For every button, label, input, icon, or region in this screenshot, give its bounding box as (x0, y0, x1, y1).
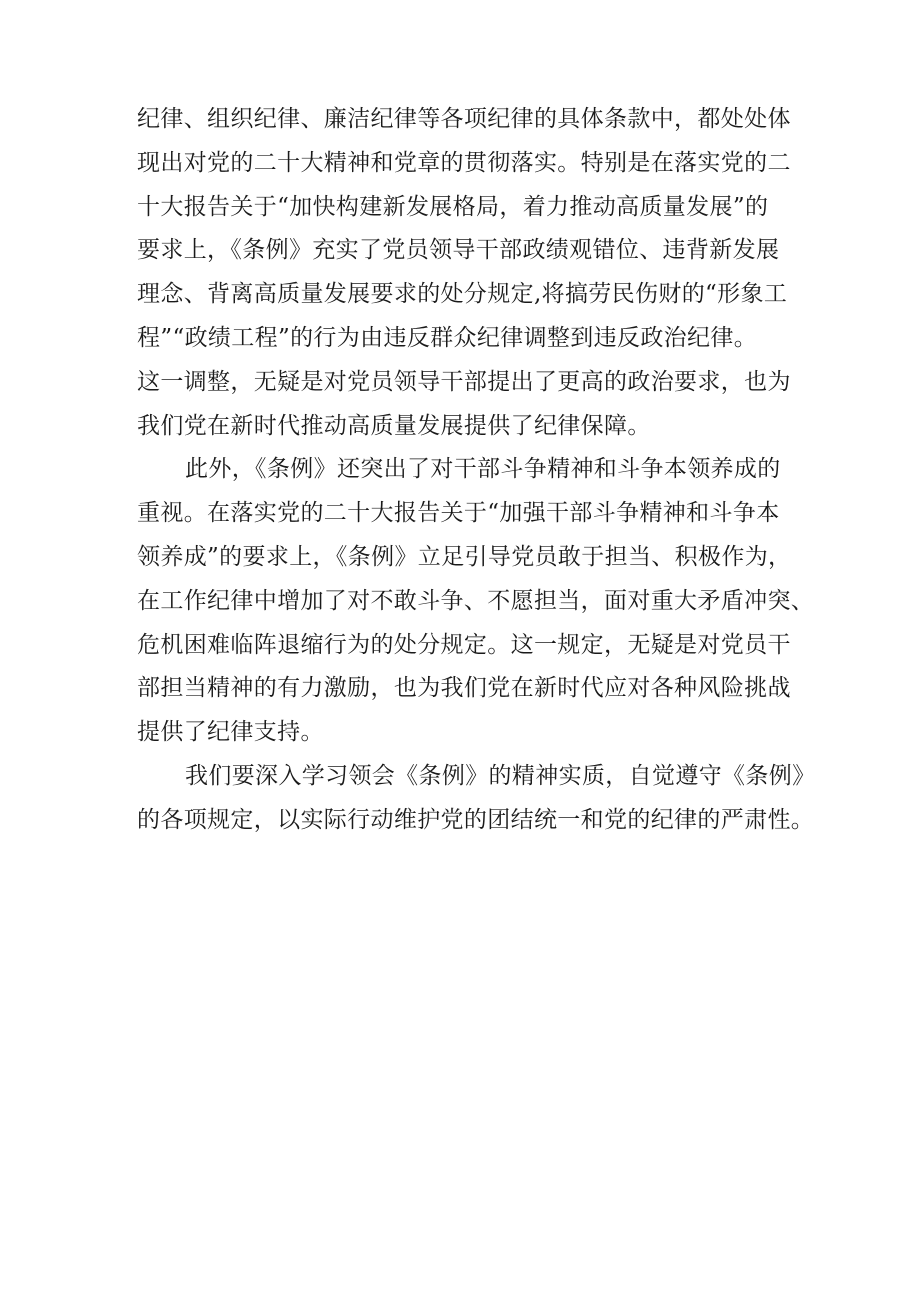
text-line: 要求上，《条例》充实了党员领导干部政绩观错位、违背新发展 (137, 237, 780, 264)
text-line: 在工作纪律中增加了对不敢斗争、不愿担当，面对重大矛盾冲突、 (137, 587, 815, 614)
text-line: 十大报告关于“加快构建新发展格局，着力推动高质量发展”的 (137, 193, 769, 220)
text-line: 部担当精神的有力激励，也为我们党在新时代应对各种风险挑战 (137, 675, 791, 702)
text-line: 程”“政绩工程”的行为由违反群众纪律调整到违反政治纪律。 (137, 324, 758, 351)
text-line: 我们党在新时代推动高质量发展提供了纪律保障。 (137, 412, 651, 439)
paragraph-first-line: 此外，《条例》还突出了对干部斗争精神和斗争本领养成的 (185, 456, 781, 483)
text-line: 的各项规定，以实际行动维护党的团结统一和党的纪律的严肃性。 (137, 806, 815, 833)
text-line: 纪律、组织纪律、廉洁纪律等各项纪律的具体条款中，都处处体 (137, 106, 791, 132)
text-line: 这一调整，无疑是对党员领导干部提出了更高的政治要求，也为 (137, 368, 791, 395)
body-text (137, 98, 816, 843)
text-line: 重视。在落实党的二十大报告关于“加强干部斗争精神和斗争本 (137, 500, 780, 527)
text-line: 危机困难临阵退缩行为的处分规定。这一规定，无疑是对党员干 (137, 631, 791, 658)
text-line: 领养成”的要求上，《条例》立足引导党员敢于担当、积极作为， (137, 543, 792, 570)
paragraph-first-line: 我们要深入学习领会《条例》的精神实质，自觉遵守《条例》 (185, 762, 816, 789)
text-line: 现出对党的二十大精神和党章的贯彻落实。特别是在落实党的二 (137, 149, 791, 176)
text-line: 理念、背离高质量发展要求的处分规定,将搞劳民伤财的“形象工 (137, 281, 788, 308)
text-line: 提供了纪律支持。 (137, 719, 324, 746)
